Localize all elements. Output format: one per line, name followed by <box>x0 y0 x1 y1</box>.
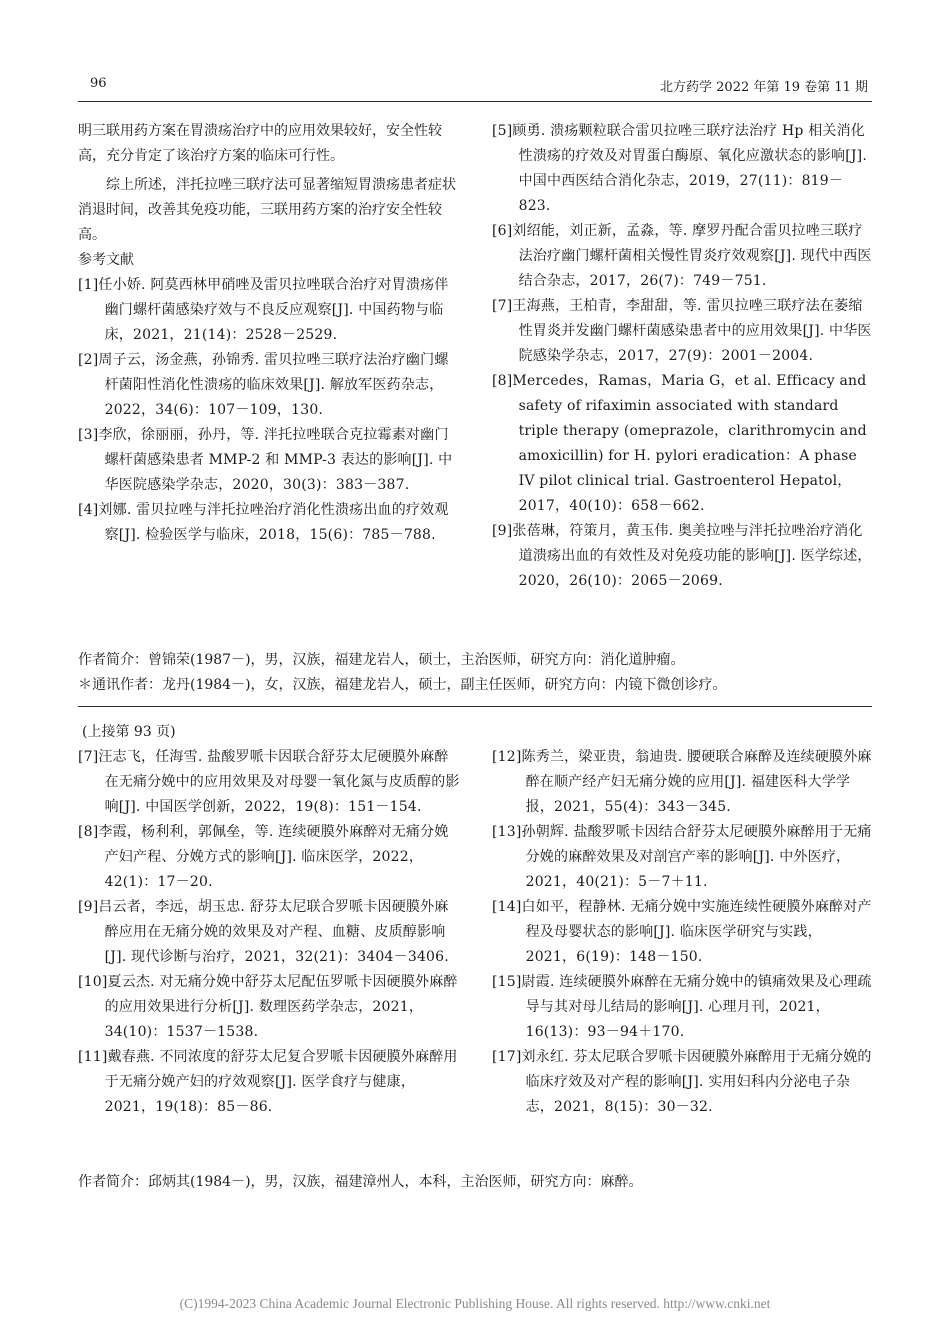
reference-item: [4]刘娜. 雷贝拉唑与泮托拉唑治疗消化性溃疡出血的疗效观察[J]. 检验医学与临床，2018，15(6)：785－788. <box>78 502 449 543</box>
section-divider <box>78 706 872 707</box>
reference-item: [13]孙朝辉. 盐酸罗哌卡因结合舒芬太尼硬膜外麻醉用于无痛分娩的麻醉效果及对剖宫产率的影响[J]. 中外医疗，2021，40(21)：5－7＋11. <box>492 824 872 890</box>
reference-item: [3]李欣，徐丽丽，孙丹，等. 泮托拉唑联合克拉霉素对幽门螺杆菌感染患者 MMP-2 和 MMP-3 表达的影响[J]. 中华医院感染学杂志，2020，30(3)：383－387. <box>78 427 453 493</box>
reference-item: [17]刘永红. 芬太尼联合罗哌卡因硬膜外麻醉用于无痛分娩的临床疗效及对产程的影响[J]. 实用妇科内分泌电子杂志，2021，8(15)：30－32. <box>492 1049 872 1115</box>
copyright-footer: (C)1994-2023 China Academic Journal Electronic Publishing House. All rights reserved. http://www.cnki.net <box>179 1296 771 1311</box>
reference-item: [8]李霞，杨利利，郭佩垒，等. 连续硬膜外麻醉对无痛分娩产妇产程、分娩方式的影响[J]. 临床医学，2022，42(1)：17－20. <box>78 824 449 890</box>
reference-item: [12]陈秀兰，梁亚贵，翁迪贵. 腰硬联合麻醉及连续硬膜外麻醉在顺产经产妇无痛分娩的应用[J]. 福建医科大学学报，2021，55(4)：343－345. <box>492 749 872 815</box>
reference-item: [9]张蓓琳，符策月，黄玉伟. 奥美拉唑与泮托拉唑治疗消化道溃疡出血的有效性及对免疫功能的影响[J]. 医学综述，2020，26(10)：2065－2069. <box>492 523 872 589</box>
reference-item: [2]周子云，汤金燕，孙锦秀. 雷贝拉唑三联疗法治疗幽门螺杆菌阳性消化性溃疡的临床效果[J]. 解放军医药杂志，2022，34(6)：107－109，130. <box>78 352 449 418</box>
journal-issue: 北方药学 2022 年第 19 卷第 11 期 <box>660 80 868 95</box>
reference-item: [7]王海燕，王柏青，李甜甜，等. 雷贝拉唑三联疗法在萎缩性胃炎并发幽门螺杆菌感染患者中的应用效果[J]. 中华医院感染学杂志，2017，27(9)：2001－2004. <box>492 298 872 364</box>
conclusion-paragraph: 综上所述，泮托拉唑三联疗法可显著缩短胃溃疡患者症状消退时间，改善其免疫功能，三联用药方案的治疗安全性较高。 <box>78 177 456 243</box>
reference-item: [15]尉霞. 连续硬膜外麻醉在无痛分娩中的镇痛效果及心理疏导与其对母儿结局的影响[J]. 心理月刊，2021，16(13)：93－94＋170. <box>492 974 872 1040</box>
reference-item: [14]白如平，程静林. 无痛分娩中实施连续性硬膜外麻醉对产程及母婴状态的影响[J]. 临床医学研究与实践，2021，6(19)：148－150. <box>492 899 872 965</box>
author-intro-2: 作者简介：邱炳其(1984－)，男，汉族，福建漳州人，本科，主治医师，研究方向：麻醉。 <box>78 1174 643 1190</box>
reference-item: [1]任小娇. 阿莫西林甲硝唑及雷贝拉唑联合治疗对胃溃疡伴幽门螺杆菌感染疗效与不良反应观察[J]. 中国药物与临床，2021，21(14)：2528－2529. <box>78 277 449 343</box>
references-heading: 参考文献 <box>78 252 134 268</box>
corresponding-author: ＊通讯作者：龙丹(1984－)，女，汉族，福建龙岩人，硕士，副主任医师，研究方向：内镜下微创诊疗。 <box>78 677 727 693</box>
reference-item: [5]顾勇. 溃疡颗粒联合雷贝拉唑三联疗法治疗 Hp 相关消化性溃疡的疗效及对胃蛋白酶原、氧化应激状态的影响[J]. 中国中西医结合消化杂志，2019，27(11)：819－823. <box>492 123 867 214</box>
article1-left-column <box>78 119 458 548</box>
reference-item: [11]戴春燕. 不同浓度的舒芬太尼复合罗哌卡因硬膜外麻醉用于无痛分娩产妇的疗效观察[J]. 医学食疗与健康，2021，19(18)：85－86. <box>78 1049 458 1115</box>
article1-right-column <box>492 119 872 594</box>
header-rule <box>78 101 872 102</box>
page-number: 96 <box>90 76 107 91</box>
reference-item: [9]吕云者，李远，胡玉忠. 舒芬太尼联合罗哌卡因硬膜外麻醉应用在无痛分娩的效果及对产程、血糖、皮质醇影响[J]. 现代诊断与治疗，2021，32(21)：3404－3406. <box>78 899 449 965</box>
article2-right-column <box>492 745 872 1120</box>
body-paragraph: 明三联用药方案在胃溃疡治疗中的应用效果较好，安全性较高，充分肯定了该治疗方案的临床可行性。 <box>78 123 442 164</box>
reference-item: [6]刘绍能，刘正新，孟淼，等. 摩罗丹配合雷贝拉唑三联疗法治疗幽门螺杆菌相关慢性胃炎疗效观察[J]. 现代中西医结合杂志，2017，26(7)：749－751. <box>492 223 872 289</box>
author-intro: 作者简介：曾锦荣(1987－)，男，汉族，福建龙岩人，硕士，主治医师，研究方向：消化道肿瘤。 <box>78 652 685 668</box>
article2-left-column <box>78 745 460 1120</box>
continued-from-note: (上接第 93 页) <box>82 724 176 740</box>
reference-item: [8]Mercedes，Ramas，Maria G，et al. Efficacy and safety of rifaximin associated with standard triple therapy (omeprazole，clarithromycin and amoxicillin) for H. pylori eradication：A phase IV pilot clinical trial. Gastroenterol Hepatol，2017，40(10)：658－662. <box>492 373 867 514</box>
reference-item: [10]夏云杰. 对无痛分娩中舒芬太尼配伍罗哌卡因硬膜外麻醉的应用效果进行分析[J]. 数理医药学杂志，2021，34(10)：1537－1538. <box>78 974 458 1040</box>
reference-item: [7]汪志飞，任海雪. 盐酸罗哌卡因联合舒芬太尼硬膜外麻醉在无痛分娩中的应用效果及对母婴一氧化氮与皮质醇的影响[J]. 中国医学创新，2022，19(8)：151－154. <box>78 749 460 815</box>
